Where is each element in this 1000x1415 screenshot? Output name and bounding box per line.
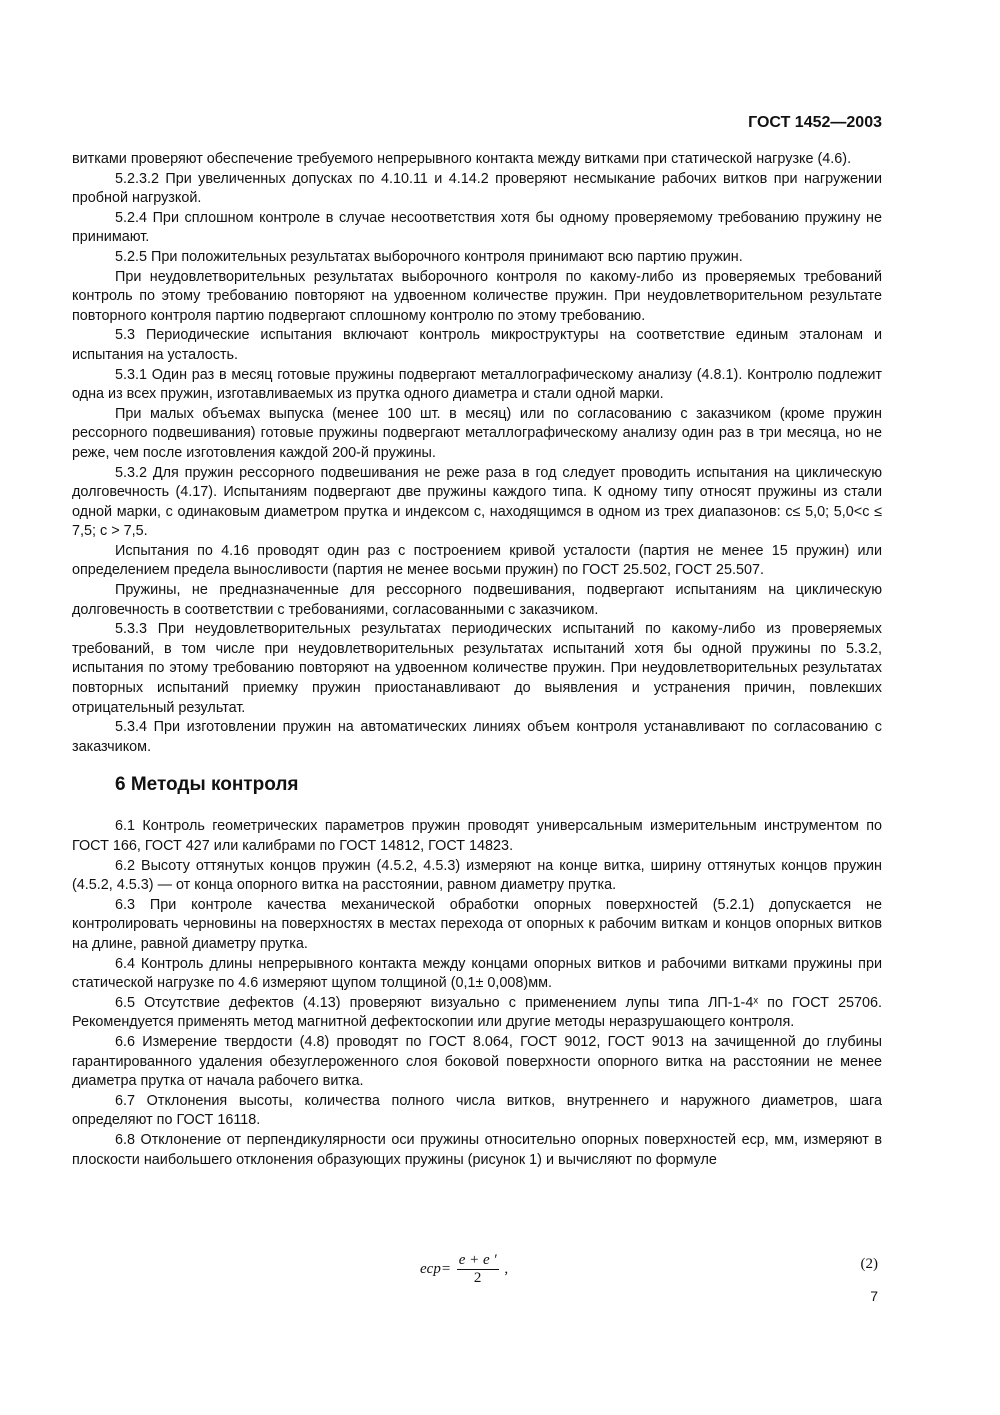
paragraph: 5.2.5 При положительных результатах выборочного контроля принимают всю партию пружин. <box>115 248 743 265</box>
paragraph: 5.2.4 При сплошном контроле в случае несоответствия хотя бы одному проверяемому требованию пружину не принимают. <box>72 209 882 246</box>
paragraph: 6.4 Контроль длины непрерывного контакта между концами опорных витков и рабочими витками пружины при статической нагрузке по 4.6 измеряют щупом толщиной (0,1± 0,008)мм. <box>72 955 882 992</box>
paragraph: 5.3.4 При изготовлении пружин на автоматических линиях объем контроля устанавливают по согласованию с заказчиком. <box>72 719 882 755</box>
document-body <box>72 150 882 1170</box>
formula-denominator: 2 <box>473 1270 482 1286</box>
section-title: 6 Методы контроля <box>115 774 299 796</box>
document-id-header: ГОСТ 1452—2003 <box>748 114 882 131</box>
paragraph: 6.3 При контроле качества механической обработки опорных поверхностей (5.2.1) допускается не контролировать черновины на поверхностях в местах перехода от опорных к рабочим виткам и концов опорных витков на длине, равной диаметру прутка. <box>72 896 882 952</box>
paragraph: 5.3 Периодические испытания включают контроль микроструктуры на соответствие единым эталонам и испытания на усталость. <box>72 327 882 363</box>
paragraph: 6.7 Отклонения высоты, количества полного числа витков, внутреннего и наружного диаметров, шага определяют по ГОСТ 16118. <box>72 1092 882 1129</box>
formula <box>420 1252 508 1287</box>
paragraph: 6.1 Контроль геометрических параметров пружин проводят универсальным измерительным инструментом по ГОСТ 166, ГОСТ 427 или калибрами по ГОСТ 14812, ГОСТ 14823. <box>72 818 882 854</box>
paragraph: Пружины, не предназначенные для рессорного подвешивания, подвергают испытаниям на циклическую долговечность в соответствии с требованиями, согласованными с заказчиком. <box>72 582 882 618</box>
formula-number: (2) <box>860 1256 878 1272</box>
paragraph: 6.6 Измерение твердости (4.8) проводят по ГОСТ 8.064, ГОСТ 9012, ГОСТ 9013 на зачищенной до глубины гарантированного удаления обезуглероженного слоя боковой поверхности опорного витка на расстоянии не менее диаметра прутка от начала рабочего витка. <box>72 1033 882 1090</box>
paragraph: Испытания по 4.16 проводят один раз с построением кривой усталости (партия не менее 15 пружин) или определением предела выносливости (партия не менее восьми пружин) по ГОСТ 25.502, ГОСТ 25.507. <box>72 542 882 579</box>
formula-numerator: e + e ′ <box>458 1252 497 1268</box>
paragraph: При малых объемах выпуска (менее 100 шт. в месяц) или по согласованию с заказчиком (кроме пружин рессорного подвешивания) готовые пружины подвергают металлографическому анализу один раз в три месяца, но не реже, чем после изготовления каждой 200-й пружины. <box>72 405 882 461</box>
page-number: 7 <box>870 1288 878 1304</box>
formula-comma: , <box>504 1261 509 1277</box>
paragraph: 6.8 Отклонение от перпендикулярности оси пружины относительно опорных поверхностей eср, мм, измеряют в плоскости наибольшего отклонения образующих пружины (рисунок 1) и вычисляют по формуле <box>72 1131 882 1168</box>
paragraph: 5.3.2 Для пружин рессорного подвешивания не реже раза в год следует проводить испытания на циклическую долговечность (4.17). Испытаниям подвергают две пружины каждого типа. К одному типу относят пружины из стали одной марки, с одинаковым диаметром прутка и индексом с, находящимся в одном из трех диапазонов: с≤ 5,0; 5,0<с ≤ 7,5; с > 7,5. <box>72 464 882 540</box>
formula-lhs: eср= <box>420 1261 451 1277</box>
paragraph: 6.5 Отсутствие дефектов (4.13) проверяют визуально с применением лупы типа ЛП-1-4ˣ по ГОСТ 25706. Рекомендуется применять метод магнитной дефектоскопии или другие методы неразрушающего контроля. <box>72 994 882 1031</box>
paragraph: 5.2.3.2 При увеличенных допусках по 4.10.11 и 4.14.2 проверяют несмыкание рабочих витков при нагружении пробной нагрузкой. <box>72 170 882 207</box>
paragraph: витками проверяют обеспечение требуемого непрерывного контакта между витками при статической нагрузке (4.6). <box>72 151 852 167</box>
paragraph: 6.2 Высоту оттянутых концов пружин (4.5.2, 4.5.3) измеряют на конце витка, ширину оттянутых концов пружин (4.5.2, 4.5.3) — от конца опорного витка на расстоянии, равном диаметру прутка. <box>72 857 882 894</box>
formula-fraction <box>457 1252 499 1287</box>
paragraph: При неудовлетворительных результатах выборочного контроля по какому-либо из проверяемых требований контроль по этому требованию повторяют на удвоенном количестве пружин. При неудовлетворительном результате повторного контроля партию подвергают сплошному контролю по этому требованию. <box>72 268 882 324</box>
paragraph: 5.3.3 При неудовлетворительных результатах периодических испытаний по какому-либо из проверяемых требований, в том числе при неудовлетворительных результатах испытаний хотя бы одной пружины по 5.3.2, испытания по этому требованию повторяют на удвоенном количестве пружин. При неудовлетворительных результатах повторных испытаний приемку пружин приостанавливают до выявления и устранения причин, повлекших отрицательный результат. <box>72 621 882 716</box>
paragraph: 5.3.1 Один раз в месяц готовые пружины подвергают металлографическому анализу (4.8.1). Контролю подлежит одна из всех пружин, изготавливаемых из прутка одного диаметра и стали одной марки. <box>72 366 882 403</box>
